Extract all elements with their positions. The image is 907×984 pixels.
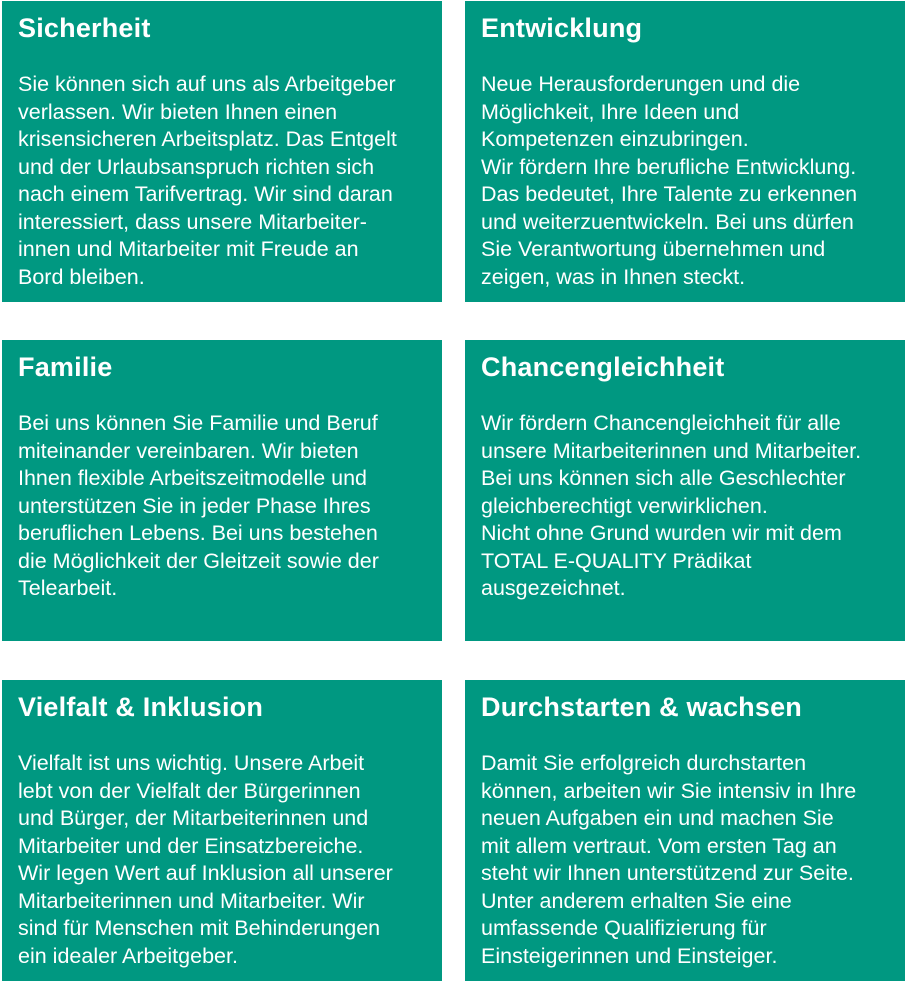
text-line: miteinander vereinbaren. Wir bieten: [18, 438, 359, 463]
text-line: Das bedeutet, Ihre Talente zu erkennen: [481, 182, 858, 206]
text-line: Sie können sich auf uns als Arbeitgeber: [18, 72, 396, 96]
text-line: Wir fördern Chancengleichheit für alle: [481, 411, 841, 435]
card-familie: [2, 340, 442, 641]
text-line: Neue Herausforderungen und die: [481, 72, 801, 96]
card-entwicklung: [465, 1, 905, 302]
card-text: [18, 71, 426, 291]
card-title: Vielfalt & Inklusion: [18, 692, 264, 722]
text-line: innen und Mitarbeiter mit Freude an: [18, 237, 359, 261]
text-line: umfassende Qualifizierung für: [481, 916, 767, 940]
text-line: neuen Aufgaben ein und machen Sie: [481, 806, 834, 830]
card-text: [481, 410, 889, 603]
text-line: beruflichen Lebens. Bei uns bestehen: [18, 521, 378, 545]
card-title: Durchstarten & wachsen: [481, 692, 802, 722]
text-line: und Bürger, der Mitarbeiterinnen und: [18, 806, 369, 830]
text-line: Wir fördern Ihre berufliche Entwicklung.: [481, 154, 857, 179]
text-line: Vielfalt ist uns wichtig. Unsere Arbeit: [18, 751, 365, 775]
text-line: und der Urlaubsanspruch richten sich: [18, 154, 375, 179]
card-vielfalt-inklusion: [2, 680, 442, 981]
text-line: Kompetenzen einzubringen.: [481, 127, 749, 151]
text-line: sind für Menschen mit Behinderungen: [18, 916, 381, 940]
text-line: Bord bleiben.: [18, 264, 145, 289]
text-line: Wir legen Wert auf Inklusion all unserer: [18, 861, 393, 885]
card-text: [481, 71, 889, 291]
text-line: unterstützen Sie in jeder Phase Ihres: [18, 493, 371, 518]
text-line: zeigen, was in Ihnen steckt.: [481, 264, 746, 289]
text-line: können, arbeiten wir Sie intensiv in Ihre: [481, 778, 857, 803]
text-line: Bei uns können sich alle Geschlechter: [481, 466, 846, 490]
card-title: Chancengleichheit: [481, 352, 725, 382]
text-line: Ihnen flexible Arbeitszeitmodelle und: [18, 466, 367, 490]
card-durchstarten-wachsen: [465, 680, 905, 981]
card-title: Sicherheit: [18, 13, 151, 43]
text-line: Mitarbeiter und der Einsatzbereiche.: [18, 833, 364, 858]
card-text: [481, 750, 889, 970]
card-text: [18, 410, 426, 603]
text-line: Damit Sie erfolgreich durchstarten: [481, 751, 807, 775]
text-line: Einsteigerinnen und Einsteiger.: [481, 943, 778, 968]
text-line: die Möglichkeit der Gleitzeit sowie der: [18, 548, 379, 573]
text-line: und weiterzuentwickeln. Bei uns dürfen: [481, 209, 854, 234]
text-line: Nicht ohne Grund wurden wir mit dem: [481, 521, 842, 545]
text-line: unsere Mitarbeiterinnen und Mitarbeiter.: [481, 438, 862, 463]
text-line: lebt von der Vielfalt der Bürgerinnen: [18, 778, 361, 803]
text-line: Mitarbeiterinnen und Mitarbeiter. Wir: [18, 888, 365, 913]
card-sicherheit: [2, 1, 442, 302]
text-line: ein idealer Arbeitgeber.: [18, 943, 238, 968]
text-line: Unter anderem erhalten Sie eine: [481, 888, 792, 913]
text-line: mit allem vertraut. Vom ersten Tag an: [481, 833, 837, 858]
text-line: steht wir Ihnen unterstützend zur Seite.: [481, 861, 854, 885]
text-line: ausgezeichnet.: [481, 576, 626, 600]
text-line: Möglichkeit, Ihre Ideen und: [481, 99, 740, 124]
text-line: nach einem Tarifvertrag. Wir sind daran: [18, 182, 393, 206]
card-title: Entwicklung: [481, 13, 643, 43]
card-title: Familie: [18, 352, 113, 382]
text-line: krisensicheren Arbeitsplatz. Das Entgelt: [18, 127, 397, 151]
card-text: [18, 750, 426, 970]
text-line: verlassen. Wir bieten Ihnen einen: [18, 99, 338, 124]
text-line: interessiert, dass unsere Mitarbeiter-: [18, 209, 367, 234]
text-line: Telearbeit.: [18, 576, 118, 600]
text-line: TOTAL E-QUALITY Prädikat: [481, 548, 752, 573]
text-line: Bei uns können Sie Familie und Beruf: [18, 411, 378, 435]
text-line: gleichberechtigt verwirklichen.: [481, 493, 768, 518]
text-line: Sie Verantwortung übernehmen und: [481, 237, 826, 261]
card-chancengleichheit: [465, 340, 905, 641]
